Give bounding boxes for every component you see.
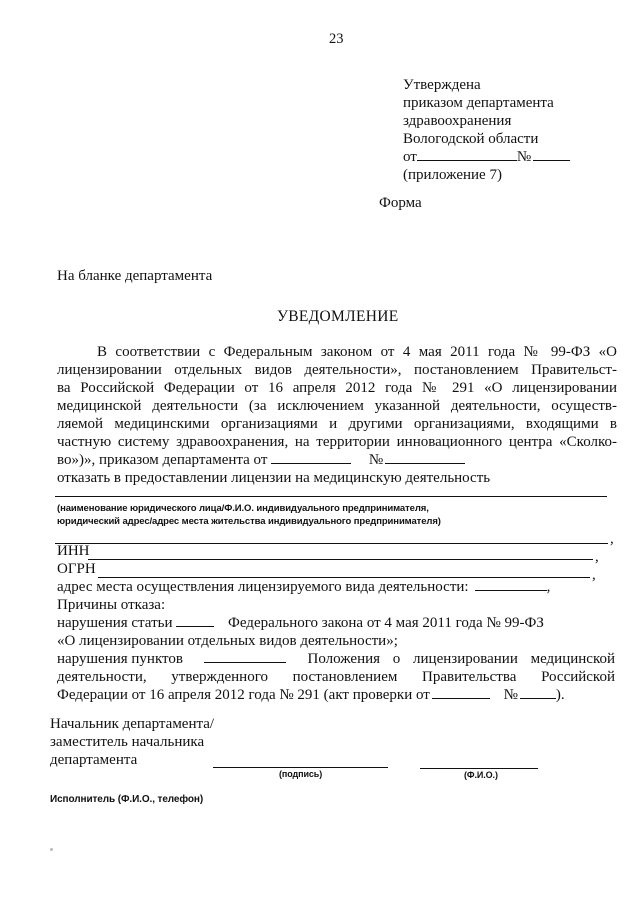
reasons-label: Причины отказа: xyxy=(57,597,166,613)
page-number: 23 xyxy=(329,31,344,47)
body-line: частную систему здравоохранения, на территории инновационного центра «Сколко- xyxy=(57,434,617,450)
inspection-number-blank xyxy=(520,686,556,699)
approval-appendix: (приложение 7) xyxy=(403,167,502,183)
approval-date-blank xyxy=(417,148,517,161)
activity-address-blank xyxy=(475,578,547,591)
document-title: УВЕДОМЛЕНИЕ xyxy=(277,308,399,325)
executor-note: Исполнитель (Ф.И.О., телефон) xyxy=(50,794,204,805)
inspection-date-blank xyxy=(432,686,490,699)
comma: , xyxy=(610,531,614,547)
body-line: ва Российской Федерации от 16 апреля 2012 года № 291 «О лицензировании xyxy=(57,380,617,396)
violation-article-line2: «О лицензировании отдельных видов деятельности»; xyxy=(57,633,398,649)
violation-article-suffix: Федерального закона от 4 мая 2011 года № 99-ФЗ xyxy=(228,615,544,631)
signature-caption: (подпись) xyxy=(279,769,323,779)
scan-mark xyxy=(50,848,53,851)
violation-items-line3-prefix: Федерации от 16 апреля 2012 года № 291 (акт проверки от xyxy=(57,687,430,703)
approval-line: Утверждена xyxy=(403,77,481,93)
comma: , xyxy=(546,579,551,595)
name-line xyxy=(420,768,538,769)
body-line: медицинской деятельности (за исключением указанной деятельности, осуществ- xyxy=(57,398,617,414)
approval-date-line xyxy=(403,148,570,166)
items-number-blank xyxy=(204,650,286,663)
refuse-text: отказать в предоставлении лицензии на медицинскую деятельность xyxy=(57,470,491,486)
approval-number-sign: № xyxy=(516,149,532,165)
activity-address-label: адрес места осуществления лицензируемого вида деятельности: xyxy=(57,579,469,595)
approval-date-prefix: от xyxy=(403,149,417,165)
signatory-line: Начальник департамента/ xyxy=(50,716,215,732)
violation-article-prefix: нарушения статьи xyxy=(57,615,173,631)
violation-items-prefix: нарушения пунктов xyxy=(57,651,183,667)
approval-number-blank xyxy=(533,148,570,161)
violation-items-suffix: Положения о лицензировании медицинской xyxy=(307,651,615,667)
body-line: ляемой медицинскими организациями и другими организациями, входящими в xyxy=(57,416,617,432)
article-number-blank xyxy=(176,614,214,627)
activity-address-line xyxy=(57,578,550,596)
violation-items-close: ). xyxy=(555,687,565,703)
form-label: Форма xyxy=(379,195,422,211)
order-number-blank xyxy=(385,451,465,464)
order-number-sign: № xyxy=(368,452,384,468)
inn-label: ИНН xyxy=(57,543,90,559)
applicant-caption-1: (наименование юридического лица/Ф.И.О. индивидуального предпринимателя, xyxy=(57,503,429,514)
letterhead-note: На бланке департамента xyxy=(57,268,213,284)
order-prefix: во»)», приказом департамента от xyxy=(57,452,268,468)
order-line xyxy=(57,451,465,469)
violation-article-line xyxy=(57,614,544,632)
approval-line: приказом департамента xyxy=(403,95,554,111)
applicant-name-line xyxy=(55,496,607,497)
inspection-number-sign: № xyxy=(503,687,518,703)
violation-items-line3 xyxy=(57,686,565,704)
violation-items-line2: деятельности, утвержденного постановлением Правительства Российской xyxy=(57,669,615,685)
approval-line: здравоохранения xyxy=(403,113,512,129)
signature-line xyxy=(213,767,388,768)
violation-items-line xyxy=(57,650,615,668)
approval-line: Вологодской области xyxy=(403,131,539,147)
comma: , xyxy=(595,549,599,565)
signatory-line: департамента xyxy=(50,752,138,768)
body-line: лицензировании отдельных видов деятельности», постановлением Правительст- xyxy=(57,362,617,378)
body-line: В соответствии с Федеральным законом от 4 мая 2011 года № 99-ФЗ «О xyxy=(97,344,617,360)
applicant-caption-2: юридический адрес/адрес места жительства индивидуального предпринимателя) xyxy=(57,516,441,527)
order-date-blank xyxy=(271,451,351,464)
comma: , xyxy=(592,567,596,583)
applicant-address-line xyxy=(55,543,608,544)
name-caption: (Ф.И.О.) xyxy=(464,770,498,780)
inn-line xyxy=(88,559,593,560)
ogrn-label: ОГРН xyxy=(57,561,96,577)
signatory-line: заместитель начальника xyxy=(50,734,205,750)
